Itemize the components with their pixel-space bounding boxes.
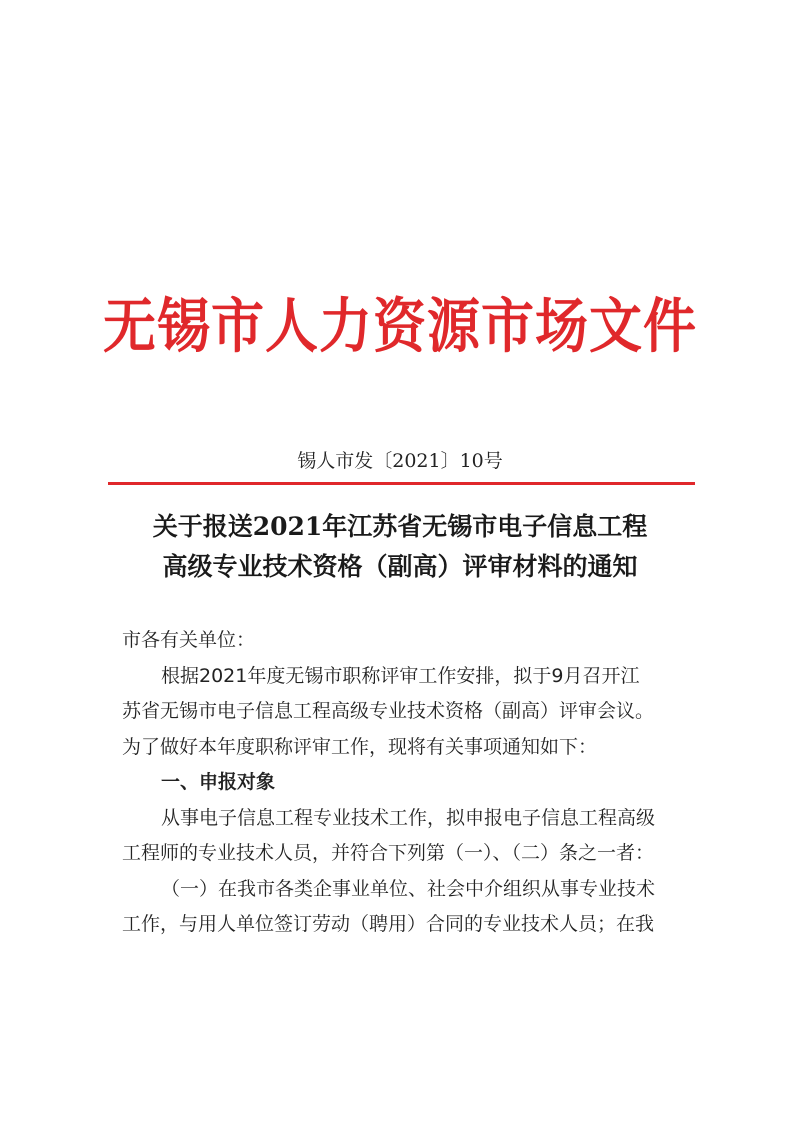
salutation: 市各有关单位： (122, 629, 256, 651)
red-divider-line (108, 482, 695, 485)
paragraph-3-line-2: 工作，与用人单位签订劳动（聘用）合同的专业技术人员；在我 (122, 913, 655, 935)
paragraph-2-line-2: 工程师的专业技术人员，并符合下列第（一）、（二）条之一者： (122, 842, 655, 864)
paragraph-1-line-2: 苏省无锡市电子信息工程高级专业技术资格（副高）评审会议。 (122, 700, 655, 722)
document-number: 锡人市发〔2021〕10号 (297, 450, 503, 472)
masthead-title: 无锡市人力资源市场文件 (103, 291, 697, 362)
title-line-2: 高级专业技术资格（副高）评审材料的通知 (162, 552, 638, 581)
paragraph-3-line-1: （一）在我市各类企事业单位、社会中介组织从事专业技术 (161, 877, 656, 900)
section-1-heading: 一、申报对象 (161, 771, 276, 793)
document-body (122, 623, 692, 943)
document-title (0, 507, 800, 587)
paragraph-1-line-1: 根据2021年度无锡市职称评审工作安排，拟于9月召开江 (161, 664, 640, 687)
paragraph-2-line-1: 从事电子信息工程专业技术工作，拟申报电子信息工程高级 (161, 806, 656, 829)
title-line-1: 关于报送2021年江苏省无锡市电子信息工程 (152, 512, 648, 541)
paragraph-1-line-3: 为了做好本年度职称评审工作，现将有关事项通知如下： (122, 735, 598, 758)
